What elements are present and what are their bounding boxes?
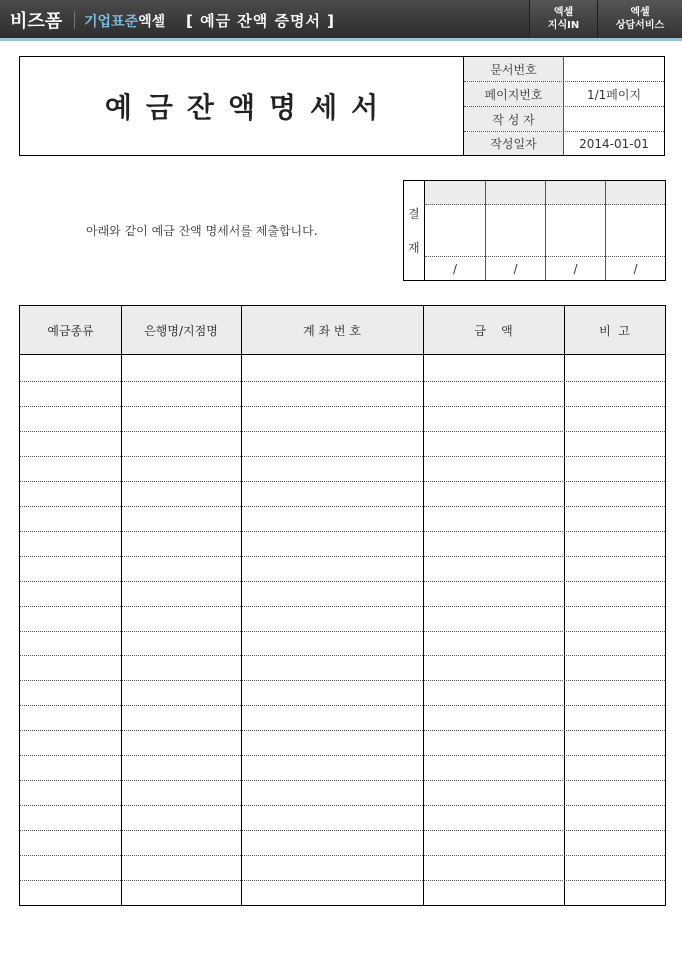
approval-cell-3-title[interactable] [546, 181, 605, 205]
brand-tail: 엑셀 [138, 14, 166, 30]
approval-cell-2-date[interactable]: / [486, 256, 545, 280]
table-row[interactable] [20, 631, 665, 656]
info-row-date [464, 132, 664, 155]
table-row[interactable] [20, 730, 665, 755]
column-header-bank-branch: 은행명/지점명 [144, 324, 218, 338]
info-row-page-number [464, 82, 664, 107]
table-row[interactable] [20, 531, 665, 556]
approval-cell-2-title[interactable] [486, 181, 545, 205]
excel-consult-line1: 엑셀 [630, 7, 650, 18]
table-row[interactable] [20, 556, 665, 581]
table-header-row [20, 306, 665, 355]
table-row[interactable] [20, 830, 665, 855]
excel-knowledge-in-line1: 엑셀 [553, 7, 574, 18]
table-row[interactable] [20, 406, 665, 431]
table-row[interactable] [20, 456, 665, 481]
document-title: 예금잔액명세서 [20, 57, 464, 155]
deposit-balance-table [19, 305, 666, 906]
top-banner [0, 0, 682, 40]
table-row[interactable] [20, 705, 665, 730]
brand-label[interactable] [84, 11, 165, 31]
document-header [19, 56, 665, 156]
doc-number-label: 문서번호 [464, 57, 564, 81]
approval-cell-1-title[interactable] [425, 181, 485, 205]
author-label: 작 성 자 [464, 107, 564, 131]
bizforms-logo[interactable]: 비즈폼 [10, 11, 63, 32]
intro-text: 아래와 같이 예금 잔액 명세서를 제출합니다. [86, 224, 318, 238]
table-row[interactable] [20, 356, 665, 381]
table-row[interactable] [20, 880, 665, 905]
date-value[interactable]: 2014-01-01 [579, 136, 649, 151]
approval-cell-3-date[interactable]: / [546, 256, 605, 280]
info-row-author [464, 107, 664, 132]
column-header-amount: 금 액 [474, 324, 513, 338]
table-row[interactable] [20, 755, 665, 780]
table-row[interactable] [20, 606, 665, 631]
banner-document-title: [ 예금 잔액 증명서 ] [186, 12, 336, 30]
approval-cell-4[interactable] [606, 181, 665, 280]
approval-side-bottom: 재 [408, 241, 420, 255]
table-row[interactable] [20, 680, 665, 705]
info-row-doc-number [464, 57, 664, 82]
approval-cell-1[interactable] [425, 181, 486, 280]
banner-accent-line [0, 38, 682, 41]
table-row[interactable] [20, 506, 665, 531]
page-number-value[interactable]: 1/1페이지 [586, 87, 642, 102]
logo-divider [74, 11, 75, 29]
approval-side-label [404, 181, 425, 280]
column-header-account-number: 계 좌 번 호 [303, 324, 361, 338]
page-number-label: 페이지번호 [464, 82, 564, 106]
approval-cell-4-title[interactable] [606, 181, 665, 205]
table-row[interactable] [20, 481, 665, 506]
table-row[interactable] [20, 381, 665, 406]
approval-cell-2[interactable] [486, 181, 546, 280]
author-value[interactable] [564, 107, 664, 131]
excel-consult-button[interactable] [597, 0, 682, 38]
approval-box [403, 180, 666, 281]
brand-main: 기업표준 [84, 14, 139, 30]
approval-side-top: 결 [408, 207, 420, 221]
table-row[interactable] [20, 655, 665, 680]
document-info-grid [464, 57, 664, 155]
excel-knowledge-in-line2: 지식IN [547, 20, 580, 31]
table-row[interactable] [20, 805, 665, 830]
table-row[interactable] [20, 581, 665, 606]
excel-knowledge-in-button[interactable] [529, 0, 597, 38]
table-row[interactable] [20, 780, 665, 805]
approval-cell-1-date[interactable]: / [425, 256, 485, 280]
approval-cell-4-date[interactable]: / [606, 256, 665, 280]
column-header-remarks: 비 고 [599, 324, 630, 338]
excel-consult-line2: 상담서비스 [615, 20, 665, 31]
column-header-deposit-type: 예금종류 [47, 324, 94, 338]
date-label: 작성일자 [464, 132, 564, 155]
table-row[interactable] [20, 855, 665, 880]
approval-cell-3[interactable] [546, 181, 606, 280]
table-row[interactable] [20, 431, 665, 456]
doc-number-value[interactable] [564, 57, 664, 81]
